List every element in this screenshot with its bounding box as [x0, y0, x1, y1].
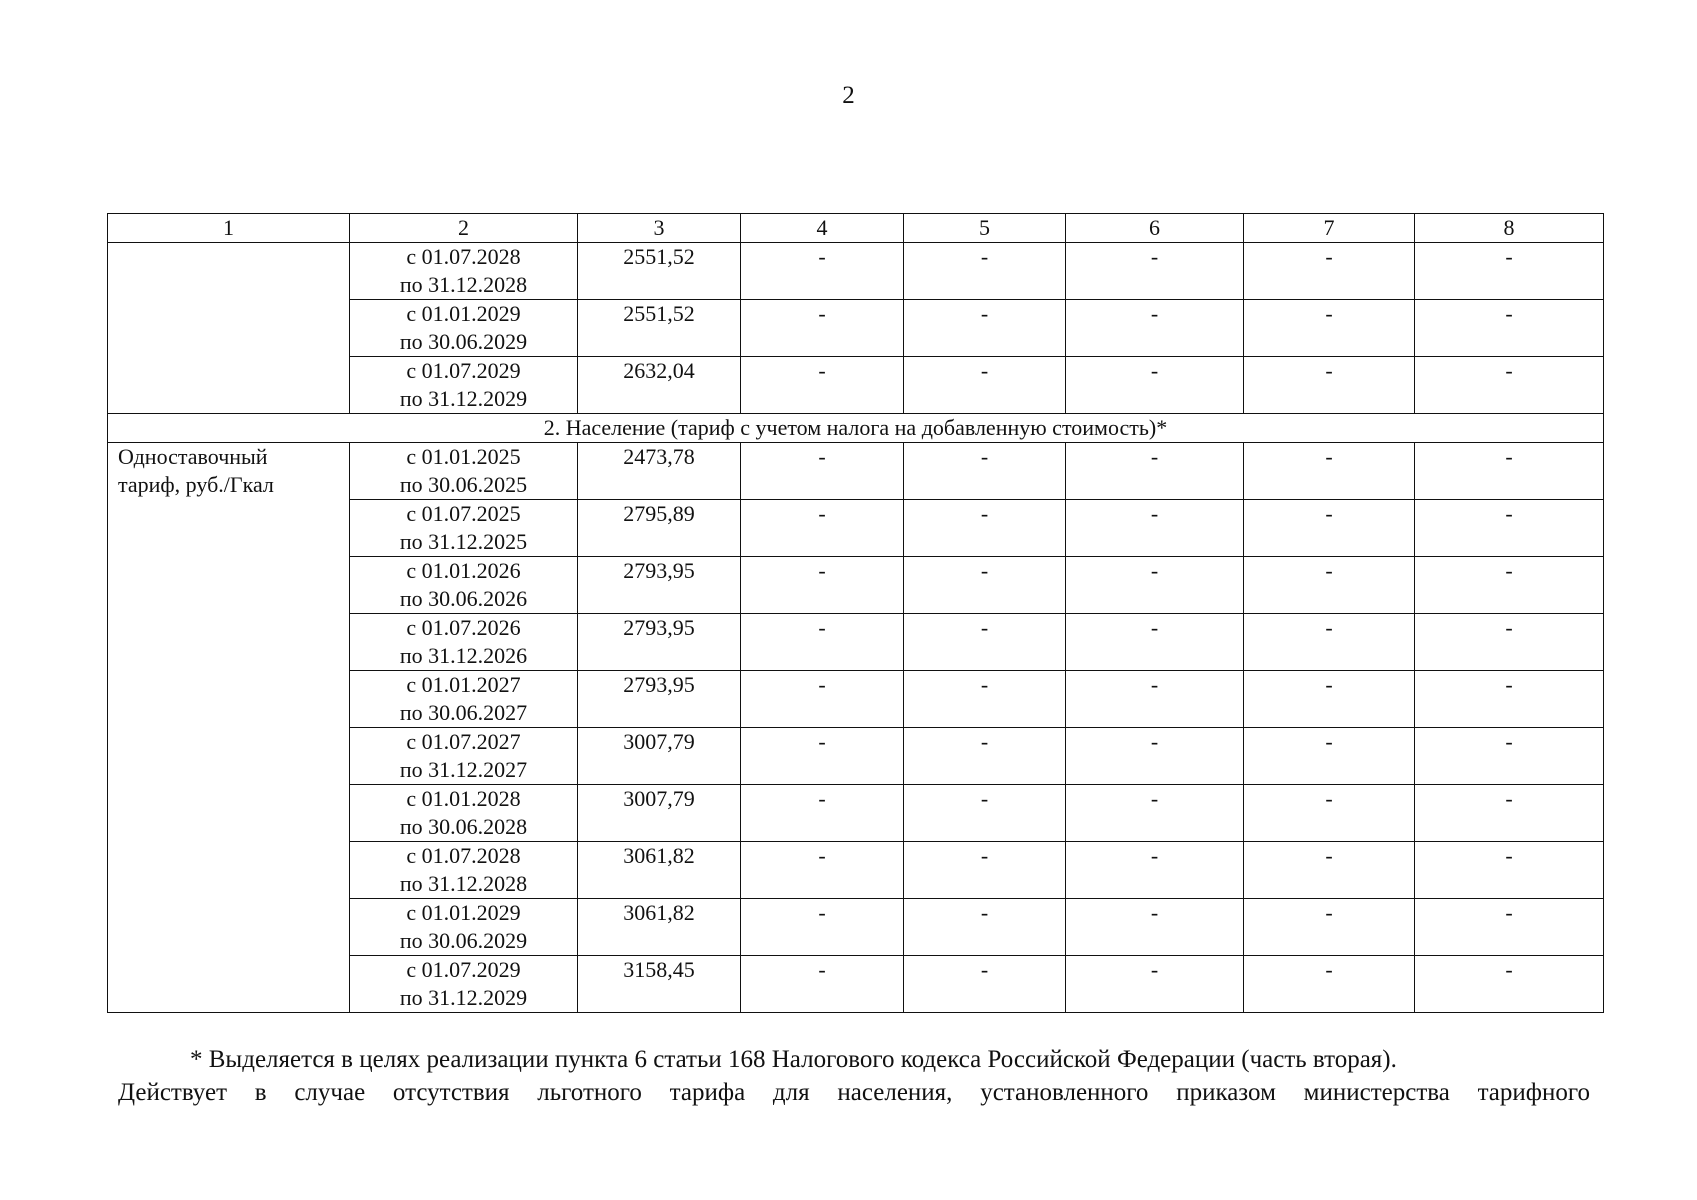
empty-dash-col-5: -	[904, 671, 1066, 728]
empty-dash-col-7: -	[1244, 557, 1415, 614]
empty-dash-col-5: -	[904, 728, 1066, 785]
empty-dash-col-6: -	[1066, 842, 1244, 899]
tariff-value: 3158,45	[578, 956, 741, 1013]
empty-dash-col-4: -	[741, 899, 904, 956]
period-from: с 01.07.2029	[406, 358, 521, 383]
column-number-6: 6	[1066, 214, 1244, 243]
empty-dash-col-8: -	[1415, 443, 1604, 500]
period-to: по 30.06.2028	[399, 814, 528, 839]
empty-dash-col-5: -	[904, 956, 1066, 1013]
indicator-name-line-1: Одноставочный	[118, 444, 268, 469]
empty-dash-col-6: -	[1066, 557, 1244, 614]
empty-dash-col-4: -	[741, 671, 904, 728]
empty-dash-col-5: -	[904, 357, 1066, 414]
page-number: 2	[842, 82, 855, 109]
empty-dash-col-8: -	[1415, 785, 1604, 842]
empty-dash-col-4: -	[741, 614, 904, 671]
footnote-line-1: * Выделяется в целях реализации пункта 6 статьи 168 Налогового кодекса Российской Федерации (часть вторая).	[190, 1046, 1397, 1073]
period-from: с 01.01.2029	[406, 301, 521, 326]
empty-dash-col-5: -	[904, 500, 1066, 557]
empty-dash-col-8: -	[1415, 300, 1604, 357]
empty-dash-col-6: -	[1066, 243, 1244, 300]
period-to: по 31.12.2025	[399, 529, 528, 554]
empty-dash-col-7: -	[1244, 243, 1415, 300]
column-number-7: 7	[1244, 214, 1415, 243]
period-to: по 31.12.2028	[399, 871, 528, 896]
column-number-5: 5	[904, 214, 1066, 243]
period-cell	[350, 671, 578, 728]
empty-dash-col-4: -	[741, 728, 904, 785]
period-to: по 31.12.2029	[399, 386, 528, 411]
empty-dash-col-4: -	[741, 785, 904, 842]
period-to: по 31.12.2029	[399, 985, 528, 1010]
empty-dash-col-6: -	[1066, 899, 1244, 956]
footnote	[118, 1043, 1590, 1109]
empty-dash-col-7: -	[1244, 785, 1415, 842]
tariff-value: 2551,52	[578, 300, 741, 357]
empty-dash-col-8: -	[1415, 671, 1604, 728]
footnote-line-2: Действует в случае отсутствия льготного тарифа для населения, установленного приказом министерства тарифного	[118, 1079, 1590, 1106]
period-cell	[350, 443, 578, 500]
period-cell	[350, 557, 578, 614]
column-number-8: 8	[1415, 214, 1604, 243]
empty-dash-col-4: -	[741, 956, 904, 1013]
empty-dash-col-5: -	[904, 300, 1066, 357]
indicator-name-cell	[108, 443, 350, 1013]
empty-dash-col-7: -	[1244, 614, 1415, 671]
empty-dash-col-8: -	[1415, 728, 1604, 785]
empty-dash-col-7: -	[1244, 443, 1415, 500]
period-cell	[350, 842, 578, 899]
tariff-value: 2795,89	[578, 500, 741, 557]
empty-dash-col-6: -	[1066, 785, 1244, 842]
empty-dash-col-4: -	[741, 500, 904, 557]
period-from: с 01.01.2026	[406, 558, 521, 583]
empty-dash-col-8: -	[1415, 614, 1604, 671]
column-number-row	[108, 214, 1604, 243]
period-to: по 31.12.2026	[399, 643, 528, 668]
empty-dash-col-7: -	[1244, 728, 1415, 785]
empty-dash-col-4: -	[741, 443, 904, 500]
empty-dash-col-8: -	[1415, 899, 1604, 956]
column-number-2: 2	[350, 214, 578, 243]
table-row	[108, 243, 1604, 300]
empty-dash-col-6: -	[1066, 671, 1244, 728]
period-cell	[350, 728, 578, 785]
section-row	[108, 414, 1604, 443]
period-cell	[350, 300, 578, 357]
period-to: по 31.12.2028	[399, 272, 528, 297]
empty-dash-col-5: -	[904, 842, 1066, 899]
period-cell	[350, 785, 578, 842]
empty-dash-col-6: -	[1066, 357, 1244, 414]
empty-dash-col-7: -	[1244, 842, 1415, 899]
table-row	[108, 443, 1604, 500]
empty-dash-col-5: -	[904, 443, 1066, 500]
period-from: с 01.07.2028	[406, 244, 521, 269]
empty-dash-col-4: -	[741, 300, 904, 357]
tariff-table	[107, 213, 1604, 1013]
empty-dash-col-5: -	[904, 557, 1066, 614]
empty-dash-col-6: -	[1066, 500, 1244, 557]
period-from: с 01.07.2025	[406, 501, 521, 526]
tariff-value: 2793,95	[578, 557, 741, 614]
period-from: с 01.07.2029	[406, 957, 521, 982]
period-cell	[350, 243, 578, 300]
period-cell	[350, 357, 578, 414]
empty-dash-col-8: -	[1415, 956, 1604, 1013]
empty-dash-col-7: -	[1244, 357, 1415, 414]
empty-dash-col-8: -	[1415, 357, 1604, 414]
period-to: по 30.06.2027	[399, 700, 528, 725]
empty-dash-col-4: -	[741, 842, 904, 899]
empty-dash-col-7: -	[1244, 671, 1415, 728]
empty-dash-col-6: -	[1066, 300, 1244, 357]
empty-dash-col-7: -	[1244, 300, 1415, 357]
period-from: с 01.01.2027	[406, 672, 521, 697]
section-title: 2. Население (тариф с учетом налога на добавленную стоимость)*	[108, 414, 1604, 443]
period-from: с 01.07.2027	[406, 729, 521, 754]
empty-dash-col-7: -	[1244, 899, 1415, 956]
tariff-value: 2473,78	[578, 443, 741, 500]
column-number-4: 4	[741, 214, 904, 243]
period-from: с 01.07.2026	[406, 615, 521, 640]
empty-dash-col-4: -	[741, 557, 904, 614]
empty-dash-col-6: -	[1066, 956, 1244, 1013]
indicator-name-line-2: тариф, руб./Гкал	[118, 472, 274, 497]
empty-dash-col-5: -	[904, 899, 1066, 956]
empty-dash-col-4: -	[741, 357, 904, 414]
tariff-value: 2793,95	[578, 671, 741, 728]
period-to: по 31.12.2027	[399, 757, 528, 782]
tariff-value: 2793,95	[578, 614, 741, 671]
period-from: с 01.01.2025	[406, 444, 521, 469]
empty-dash-col-5: -	[904, 614, 1066, 671]
tariff-value: 3007,79	[578, 728, 741, 785]
tariff-value: 2551,52	[578, 243, 741, 300]
period-to: по 30.06.2029	[399, 329, 528, 354]
period-to: по 30.06.2029	[399, 928, 528, 953]
empty-dash-col-7: -	[1244, 956, 1415, 1013]
tariff-value: 3007,79	[578, 785, 741, 842]
column-number-3: 3	[578, 214, 741, 243]
empty-dash-col-6: -	[1066, 728, 1244, 785]
period-from: с 01.01.2029	[406, 900, 521, 925]
column-number-1: 1	[108, 214, 350, 243]
period-to: по 30.06.2025	[399, 472, 528, 497]
period-cell	[350, 614, 578, 671]
empty-dash-col-5: -	[904, 785, 1066, 842]
period-cell	[350, 500, 578, 557]
period-cell	[350, 956, 578, 1013]
empty-dash-col-5: -	[904, 243, 1066, 300]
tariff-value: 3061,82	[578, 842, 741, 899]
empty-dash-col-4: -	[741, 243, 904, 300]
period-from: с 01.07.2028	[406, 843, 521, 868]
empty-dash-col-8: -	[1415, 243, 1604, 300]
empty-dash-col-8: -	[1415, 842, 1604, 899]
tariff-value: 2632,04	[578, 357, 741, 414]
empty-dash-col-6: -	[1066, 614, 1244, 671]
period-to: по 30.06.2026	[399, 586, 528, 611]
empty-dash-col-6: -	[1066, 443, 1244, 500]
empty-dash-col-8: -	[1415, 500, 1604, 557]
empty-dash-col-7: -	[1244, 500, 1415, 557]
period-cell	[350, 899, 578, 956]
empty-dash-col-8: -	[1415, 557, 1604, 614]
tariff-value: 3061,82	[578, 899, 741, 956]
period-from: с 01.01.2028	[406, 786, 521, 811]
indicator-name-cell-empty	[108, 243, 350, 414]
